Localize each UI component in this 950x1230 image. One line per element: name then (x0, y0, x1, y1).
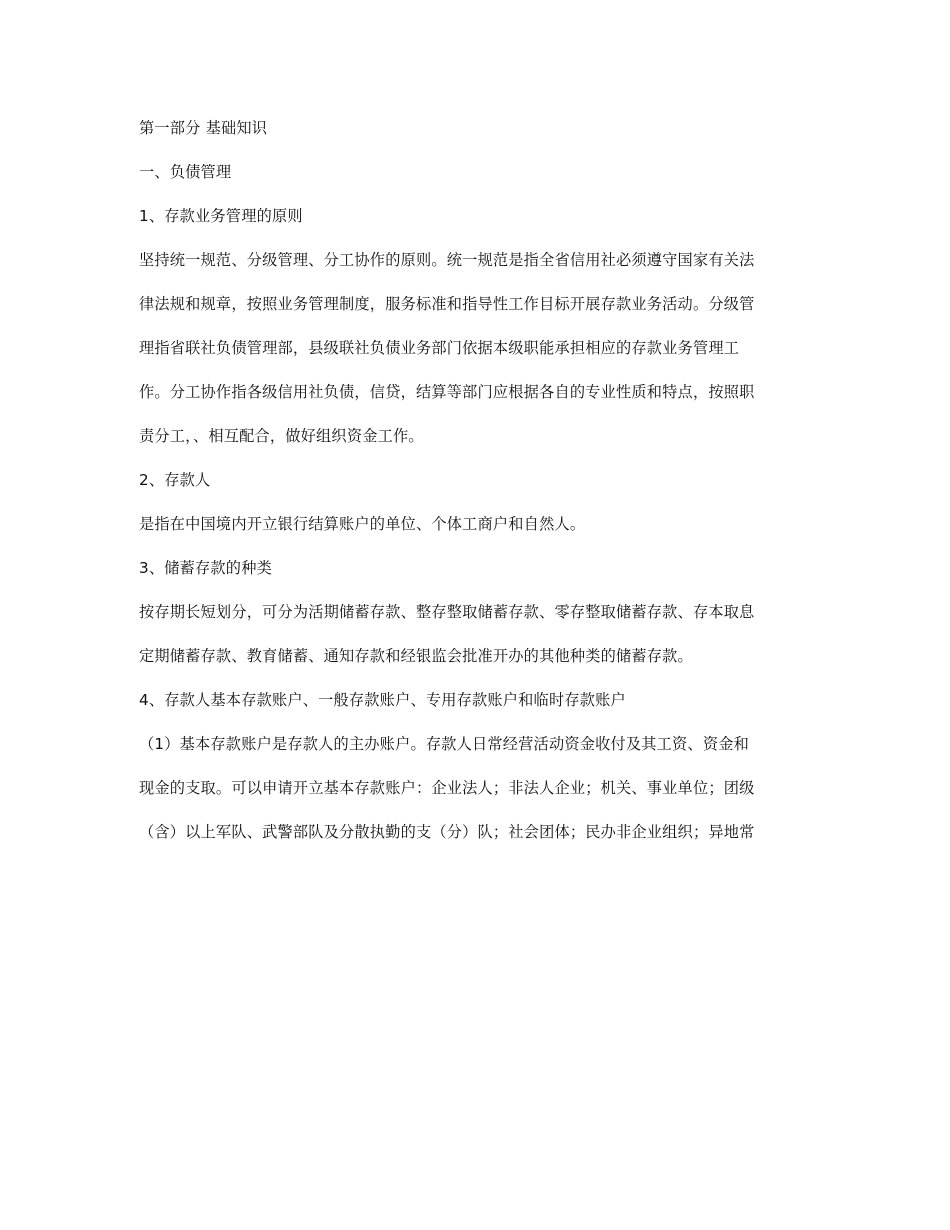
subheading: 3、储蓄存款的种类 (139, 559, 272, 577)
paragraph-line: 坚持统一规范、分级管理、分工协作的原则。统一规范是指全省信用社必须遵守国家有关法 (139, 251, 755, 269)
chapter-heading: 一、负债管理 (139, 163, 232, 181)
section-heading: 第一部分 基础知识 (139, 119, 268, 137)
paragraph-line: 理指省联社负债管理部，县级联社负债业务部门依据本级职能承担相应的存款业务管理工 (139, 339, 740, 357)
subheading: 2、存款人 (139, 471, 211, 489)
paragraph-line: （1）基本存款账户是存款人的主办账户。存款人日常经营活动资金收付及其工资、资金和 (139, 735, 749, 753)
paragraph-line: 是指在中国境内开立银行结算账户的单位、个体工商户和自然人。 (139, 515, 586, 533)
subheading: 4、存款人基本存款账户、一般存款账户、专用存款账户和临时存款账户 (139, 691, 626, 709)
paragraph-line: 律法规和规章，按照业务管理制度，服务标准和指导性工作目标开展存款业务活动。分级管 (139, 295, 755, 313)
paragraph-line: （含）以上军队、武警部队及分散执勤的支（分）队；社会团体；民办非企业组织；异地常 (139, 823, 755, 841)
paragraph-line: 现金的支取。可以申请开立基本存款账户：企业法人；非法人企业；机关、事业单位；团级 (139, 779, 755, 797)
document-body (139, 116, 811, 864)
paragraph-line: 按存期长短划分，可分为活期储蓄存款、整存整取储蓄存款、零存整取储蓄存款、存本取息 (139, 603, 755, 621)
paragraph-line: 作。分工协作指各级信用社负债，信贷，结算等部门应根据各自的专业性质和特点，按照职 (139, 383, 755, 401)
paragraph-line: 责分工，、相互配合，做好组织资金工作。 (139, 427, 424, 445)
paragraph-line: 定期储蓄存款、教育储蓄、通知存款和经银监会批准开办的其他种类的储蓄存款。 (139, 647, 693, 665)
subheading: 1、存款业务管理的原则 (139, 207, 303, 225)
